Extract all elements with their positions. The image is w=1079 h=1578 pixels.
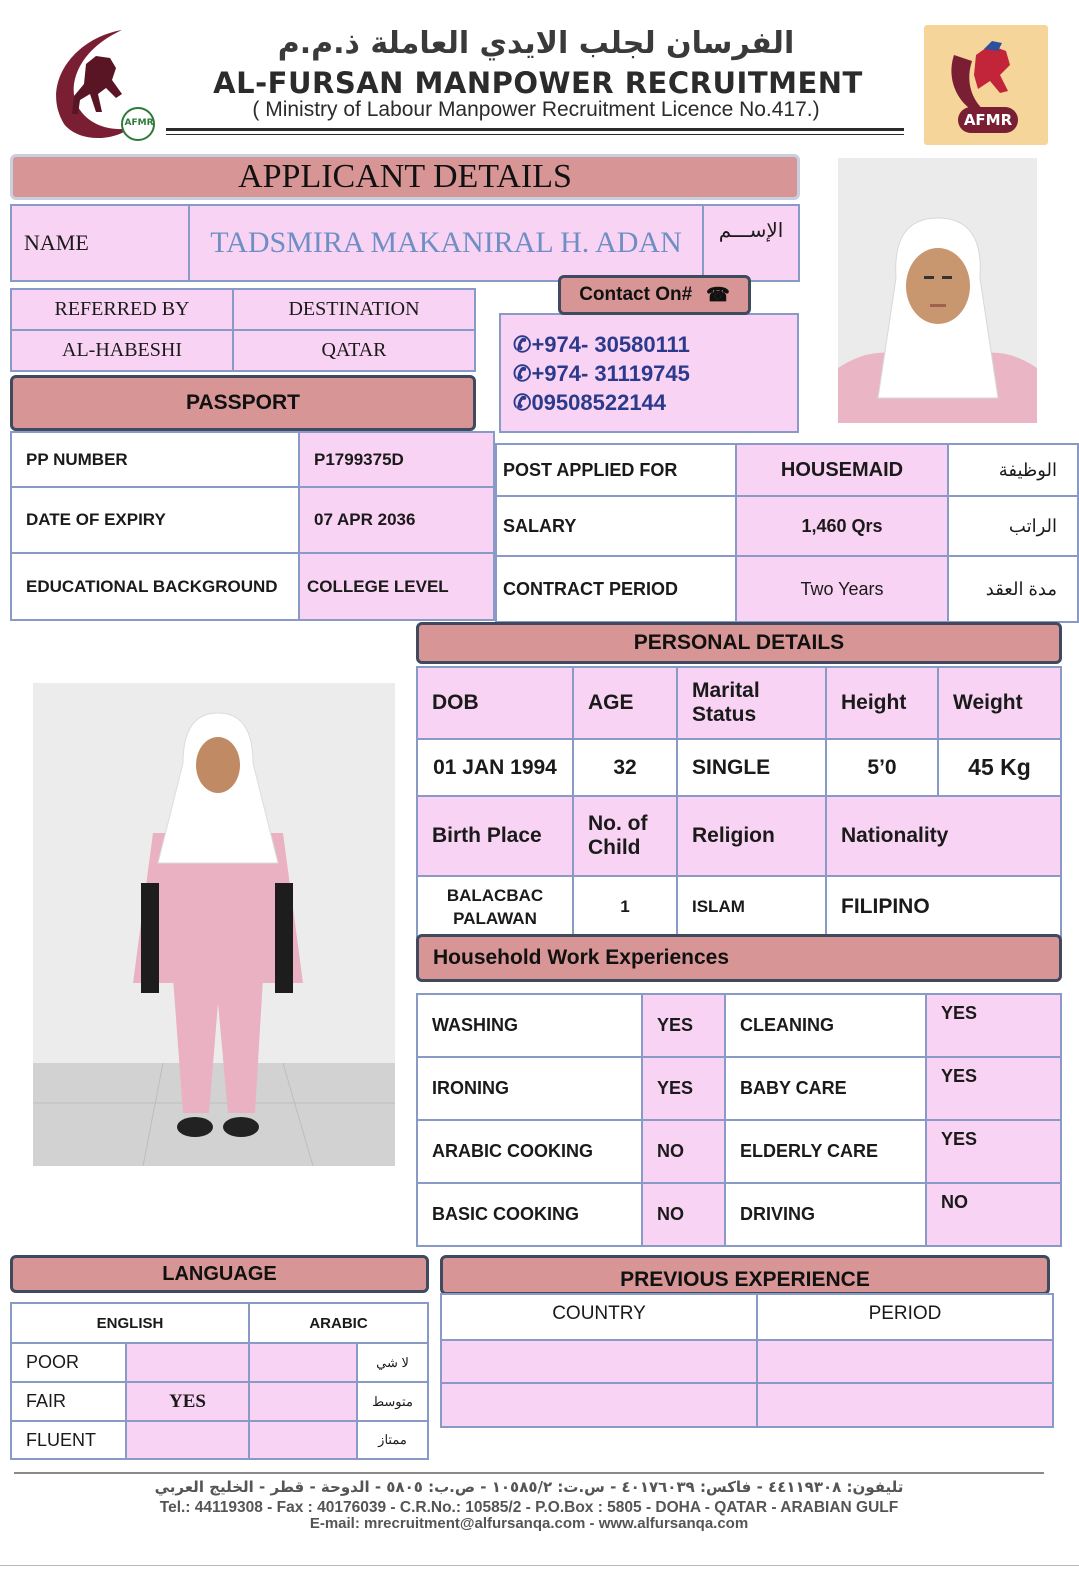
contact-numbers [513,330,793,417]
applicant-name: TADSMIRA MAKANIRAL H. ADAN [210,226,682,259]
period-cell [757,1383,1053,1427]
children-value: 1 [573,876,677,937]
language-level: FLUENT [26,1429,97,1450]
expiry-label: DATE OF EXPIRY [26,510,166,529]
footer-email: E-mail: mrecruitment@alfursanqa.com - www.alfursanqa.com [309,1515,749,1532]
expiry-value: 07 APR 2036 [314,510,416,529]
contact-header [558,275,751,315]
arabic-level: ممتاز [357,1421,428,1459]
english-value [126,1421,249,1459]
left-logo-text: AFMR [124,118,154,128]
right-logo [924,25,1048,145]
pp-number-label: PP NUMBER [26,449,128,469]
english-column: ENGLISH [11,1303,249,1343]
english-value: YES [126,1382,249,1421]
passport-header: PASSPORT [10,375,476,431]
skill-label: ELDERLY CARE [740,1141,879,1161]
marital-value: SINGLE [692,755,771,779]
language-table [10,1302,429,1460]
contact-number: ✆+974- 30580111 [513,332,690,357]
marital-header: Marital Status [692,679,760,726]
right-logo-text: AFMR [963,111,1013,129]
contract-arabic: مدة العقد [948,556,1078,622]
country-cell [441,1383,757,1427]
letterhead-divider [166,128,904,131]
licence-text: ( Ministry of Labour Manpower Recruitment Licence No.417.) [252,98,820,121]
applicant-full-body-image [33,683,395,1166]
country-column: COUNTRY [441,1294,757,1340]
education-label: EDUCATIONAL BACKGROUND [26,576,278,596]
company-english-name: AL-FURSAN MANPOWER RECRUITMENT [213,66,863,100]
post-label: POST APPLIED FOR [503,459,678,480]
nationality-value: FILIPINO [841,894,930,918]
personal-details-header: PERSONAL DETAILS [416,622,1062,664]
household-header: Household Work Experiences [416,934,1062,982]
full-body-photo [33,683,395,1166]
destination-label: DESTINATION [233,289,475,330]
nationality-header: Nationality [841,824,949,847]
skill-value: YES [926,1057,1061,1120]
previous-experience-header: PREVIOUS EXPERIENCE [440,1255,1050,1295]
referred-by-label: REFERRED BY [11,289,233,330]
headshot-photo [838,158,1037,423]
salary-arabic: الراتب [948,496,1078,556]
name-label: NAME [24,230,89,255]
passport-table [10,431,495,621]
salary-value: 1,460 Qrs [736,496,948,556]
english-value [126,1343,249,1382]
footer-divider [14,1472,1044,1474]
period-cell [757,1340,1053,1383]
weight-value: 45 Kg [938,739,1061,796]
birthplace-value: BALACBAC PALAWAN [417,876,573,937]
skill-label: IRONING [432,1078,510,1098]
contract-value: Two Years [736,556,948,622]
children-header: No. of Child [588,812,648,859]
footer-english: Tel.: 44119308 - Fax : 40176039 - C.R.No.: 10585/2 - P.O.Box : 5805 - DOHA - QATAR - ARABIAN GULF [159,1499,899,1516]
name-arabic-label: الإســـم [718,218,784,242]
arabic-value [249,1343,357,1382]
job-table [495,443,1079,623]
arabic-column: ARABIC [249,1303,428,1343]
age-header: AGE [588,691,634,714]
previous-experience-table [440,1293,1054,1428]
phone-icon: ☎ [706,284,730,306]
weight-header: Weight [953,691,1023,714]
post-value: HOUSEMAID [736,444,948,496]
arabic-level: لا شي [357,1343,428,1382]
height-header: Height [841,691,907,714]
dob-value: 01 JAN 1994 [417,739,573,796]
skill-label: BASIC COOKING [432,1204,580,1224]
referral-table [10,288,476,372]
salary-label: SALARY [503,515,577,536]
skill-value: YES [657,1015,694,1035]
language-header: LANGUAGE [10,1255,429,1293]
religion-value: ISLAM [692,896,745,916]
mobile-icon: ✆ [513,361,532,386]
contract-label: CONTRACT PERIOD [503,578,678,599]
skill-value: NO [657,1204,684,1224]
country-cell [441,1340,757,1383]
arabic-value [249,1382,357,1421]
letterhead-divider-thin [166,134,904,135]
birthplace-header: Birth Place [432,824,542,847]
post-arabic: الوظيفة [948,444,1078,496]
footer-bottom-rule [0,1565,1079,1566]
mobile-icon: ✆ [513,390,532,415]
destination-value: QATAR [233,330,475,371]
arabic-value [249,1421,357,1459]
household-table [416,993,1062,1247]
skill-value: YES [926,1120,1061,1183]
period-column: PERIOD [757,1294,1053,1340]
height-value: 5’0 [826,739,938,796]
pp-number-value: P1799375D [314,449,404,469]
skill-label: WASHING [432,1015,519,1035]
applicant-headshot-image [838,158,1037,423]
contact-number: ✆09508522144 [513,390,667,415]
referred-by-value: AL-HABESHI [11,330,233,371]
age-value: 32 [573,739,677,796]
company-arabic-name: الفرسان لجلب الايدي العاملة ذ.م.م [277,26,795,61]
skill-label: DRIVING [740,1204,816,1224]
skill-value: NO [926,1183,1061,1246]
applicant-details-title: APPLICANT DETAILS [10,154,800,200]
personal-table [416,666,1062,938]
contact-number: ✆+974- 31119745 [513,361,690,386]
skill-value: YES [926,994,1061,1057]
language-level: FAIR [26,1391,67,1411]
mobile-icon: ✆ [513,332,532,357]
skill-label: ARABIC COOKING [432,1141,593,1161]
education-value: COLLEGE LEVEL [307,576,449,596]
skill-value: YES [657,1078,694,1098]
skill-value: NO [657,1141,684,1161]
name-row [10,204,800,282]
arabic-level: متوسط [357,1382,428,1421]
left-logo [34,24,160,144]
contact-label: Contact On# [579,284,693,305]
dob-header: DOB [432,691,479,714]
skill-label: CLEANING [740,1015,834,1035]
footer-arabic: تليفون: ٤٤١١٩٣٠٨ - فاكس: ٤٠١٧٦٠٣٩ - س.ت: ١٠٥٨٥/٢ - ص.ب: ٥٨٠٥ - الدوحة - قطر - الخليج العربي [154,1478,904,1496]
skill-label: BABY CARE [740,1078,847,1098]
religion-header: Religion [692,824,775,847]
language-level: POOR [26,1352,80,1372]
